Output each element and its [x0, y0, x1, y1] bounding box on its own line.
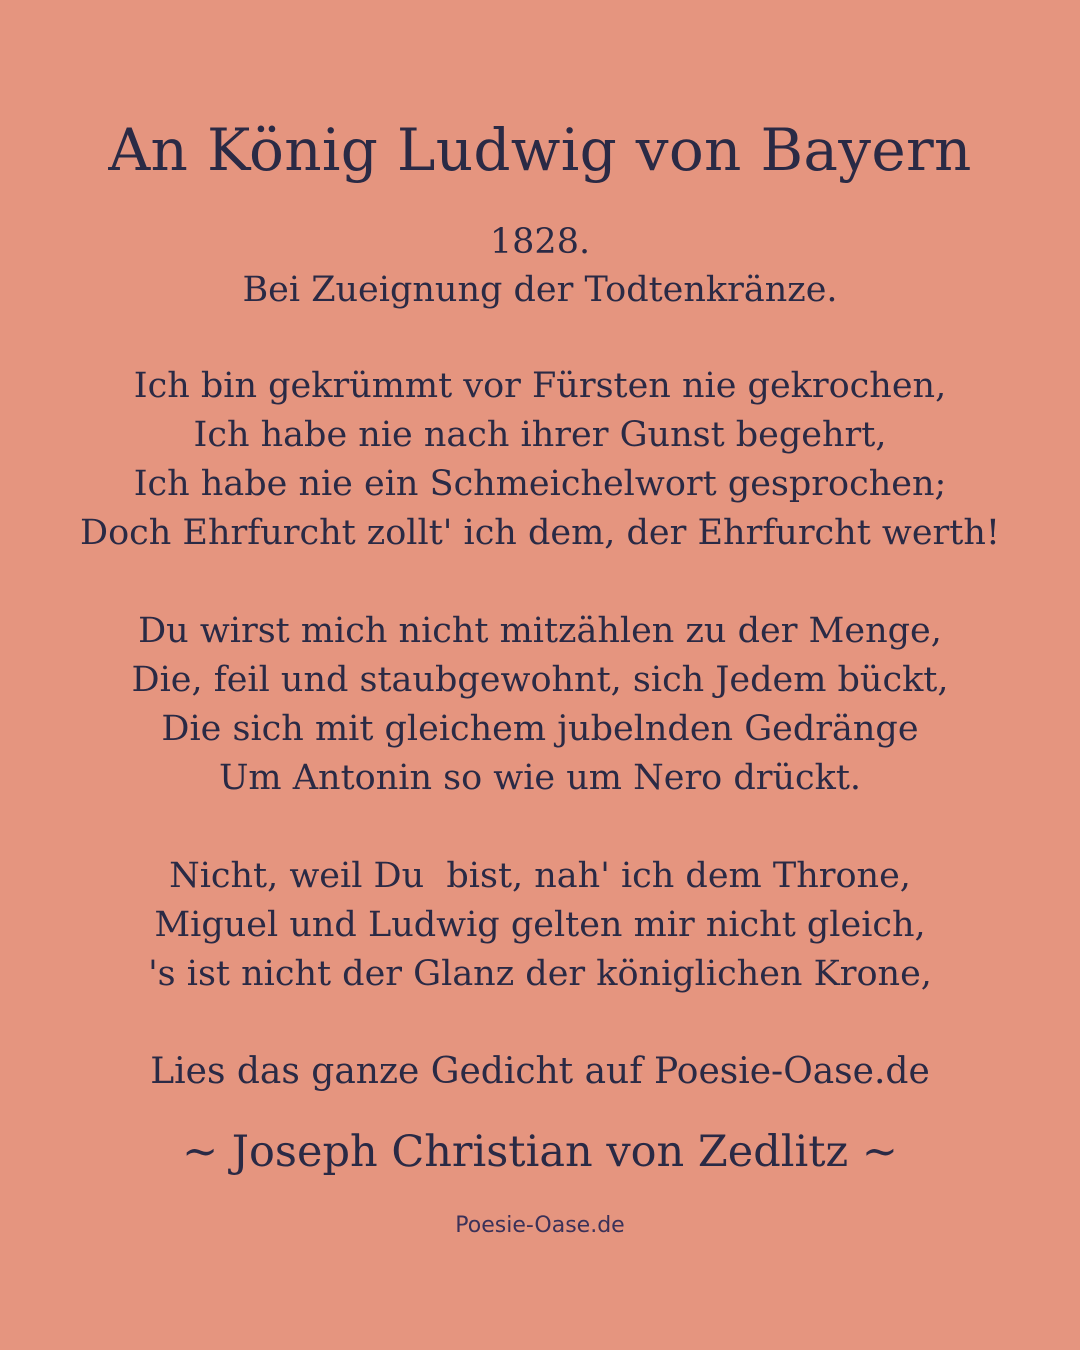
poem-line: Ich habe nie ein Schmeichelwort gesprochen; — [133, 464, 947, 504]
poem-line: Doch Ehrfurcht zollt' ich dem, der Ehrfurcht werth! — [80, 513, 1000, 553]
poem-line: 's ist nicht der Glanz der königlichen Krone, — [148, 954, 932, 994]
poem-line: Nicht, weil Du bist, nah' ich dem Throne, — [169, 856, 911, 896]
author-line: ~ Joseph Christian von Zedlitz ~ — [182, 1127, 898, 1177]
poem-line: Die, feil und staubgewohnt, sich Jedem bückt, — [131, 660, 949, 700]
poem-line: Die sich mit gleichem jubelnden Gedränge — [161, 709, 919, 749]
stanza-1 — [0, 362, 1080, 558]
poem-subtitle: Bei Zueignung der Todtenkränze. — [242, 270, 838, 310]
stanza-2 — [0, 607, 1080, 803]
poem-title: An König Ludwig von Bayern — [108, 116, 972, 184]
poem-meta — [0, 218, 1080, 314]
poem-line: Du wirst mich nicht mitzählen zu der Menge, — [138, 611, 942, 651]
poem-year: 1828. — [489, 222, 591, 262]
poem-line: Miguel und Ludwig gelten mir nicht gleich, — [154, 905, 926, 945]
poem-line: Ich habe nie nach ihrer Gunst begehrt, — [193, 415, 887, 455]
site-brand: Poesie-Oase.de — [455, 1213, 625, 1238]
stanza-3 — [0, 852, 1080, 999]
poem-line: Ich bin gekrümmt vor Fürsten nie gekrochen, — [133, 366, 947, 406]
poem-line: Um Antonin so wie um Nero drückt. — [218, 758, 862, 798]
read-full-poem-text: Lies das ganze Gedicht auf Poesie-Oase.de — [150, 1051, 930, 1092]
